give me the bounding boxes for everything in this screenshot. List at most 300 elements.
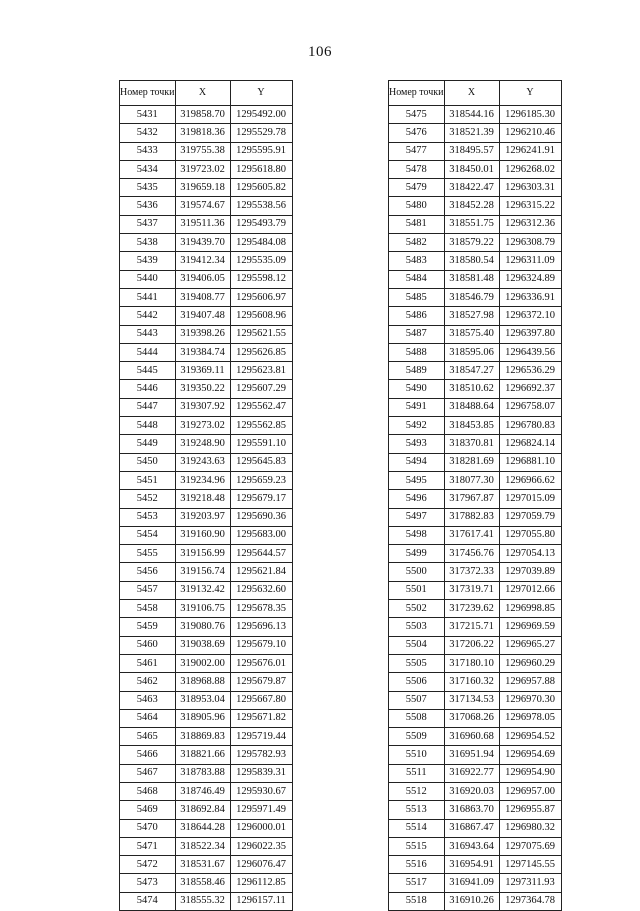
cell-point-number: 5431 — [120, 106, 176, 124]
cell-y: 1296315.22 — [499, 197, 561, 215]
cell-point-number: 5472 — [120, 856, 176, 874]
table-row — [120, 270, 293, 288]
cell-point-number: 5518 — [389, 892, 445, 910]
cell-point-number: 5510 — [389, 746, 445, 764]
cell-x: 318580.54 — [444, 252, 499, 270]
cell-y: 1295683.00 — [230, 526, 292, 544]
cell-y: 1295719.44 — [230, 728, 292, 746]
cell-x: 318450.01 — [444, 160, 499, 178]
cell-y: 1296536.29 — [499, 362, 561, 380]
cell-point-number: 5456 — [120, 563, 176, 581]
cell-y: 1296954.52 — [499, 728, 561, 746]
table-row — [389, 307, 562, 325]
table-body-left — [120, 106, 293, 911]
table-row — [120, 856, 293, 874]
cell-y: 1295679.17 — [230, 490, 292, 508]
cell-x: 319384.74 — [175, 343, 230, 361]
cell-y: 1296439.56 — [499, 343, 561, 361]
cell-point-number: 5500 — [389, 563, 445, 581]
cell-point-number: 5502 — [389, 600, 445, 618]
cell-x: 318595.06 — [444, 343, 499, 361]
cell-x: 317134.53 — [444, 691, 499, 709]
table-row — [120, 471, 293, 489]
cell-x: 318510.62 — [444, 380, 499, 398]
table-row — [389, 398, 562, 416]
cell-point-number: 5435 — [120, 179, 176, 197]
cell-x: 319038.69 — [175, 636, 230, 654]
table-row — [389, 380, 562, 398]
table-row — [389, 252, 562, 270]
cell-y: 1295690.36 — [230, 508, 292, 526]
table-row — [120, 362, 293, 380]
cell-x: 318370.81 — [444, 435, 499, 453]
cell-point-number: 5440 — [120, 270, 176, 288]
cell-x: 319408.77 — [175, 288, 230, 306]
cell-point-number: 5458 — [120, 600, 176, 618]
table-row — [389, 746, 562, 764]
cell-x: 318521.39 — [444, 124, 499, 142]
table-row — [120, 764, 293, 782]
table-row — [389, 362, 562, 380]
cell-point-number: 5449 — [120, 435, 176, 453]
table-row — [120, 288, 293, 306]
cell-x: 319369.11 — [175, 362, 230, 380]
table-row — [389, 856, 562, 874]
cell-y: 1296692.37 — [499, 380, 561, 398]
table-row — [389, 654, 562, 672]
cell-x: 319248.90 — [175, 435, 230, 453]
cell-point-number: 5515 — [389, 837, 445, 855]
cell-y: 1296185.30 — [499, 106, 561, 124]
cell-point-number: 5490 — [389, 380, 445, 398]
cell-x: 319412.34 — [175, 252, 230, 270]
table-row — [389, 837, 562, 855]
table-row — [389, 709, 562, 727]
cell-x: 319858.70 — [175, 106, 230, 124]
cell-point-number: 5442 — [120, 307, 176, 325]
cell-point-number: 5437 — [120, 215, 176, 233]
cell-point-number: 5492 — [389, 417, 445, 435]
cell-y: 1295679.87 — [230, 673, 292, 691]
cell-y: 1295562.47 — [230, 398, 292, 416]
cell-y: 1297012.66 — [499, 581, 561, 599]
cell-y: 1296957.88 — [499, 673, 561, 691]
cell-point-number: 5476 — [389, 124, 445, 142]
cell-y: 1297364.78 — [499, 892, 561, 910]
cell-y: 1296824.14 — [499, 435, 561, 453]
table-row — [389, 581, 562, 599]
cell-point-number: 5475 — [389, 106, 445, 124]
cell-point-number: 5438 — [120, 234, 176, 252]
table-row — [120, 142, 293, 160]
cell-y: 1296978.05 — [499, 709, 561, 727]
cell-point-number: 5514 — [389, 819, 445, 837]
cell-point-number: 5452 — [120, 490, 176, 508]
cell-x: 318547.27 — [444, 362, 499, 380]
cell-point-number: 5459 — [120, 618, 176, 636]
cell-y: 1296000.01 — [230, 819, 292, 837]
cell-x: 318644.28 — [175, 819, 230, 837]
cell-y: 1296372.10 — [499, 307, 561, 325]
table-row — [120, 234, 293, 252]
cell-point-number: 5482 — [389, 234, 445, 252]
cell-y: 1296966.62 — [499, 471, 561, 489]
cell-point-number: 5439 — [120, 252, 176, 270]
cell-point-number: 5477 — [389, 142, 445, 160]
table-row — [120, 343, 293, 361]
table-row — [120, 215, 293, 233]
cell-x: 316951.94 — [444, 746, 499, 764]
cell-y: 1296268.02 — [499, 160, 561, 178]
table-row — [389, 215, 562, 233]
table-row — [389, 453, 562, 471]
cell-point-number: 5485 — [389, 288, 445, 306]
cell-point-number: 5447 — [120, 398, 176, 416]
table-header-row — [120, 81, 293, 106]
cell-y: 1296969.59 — [499, 618, 561, 636]
cell-point-number: 5446 — [120, 380, 176, 398]
cell-y: 1295591.10 — [230, 435, 292, 453]
cell-point-number: 5463 — [120, 691, 176, 709]
cell-x: 318488.64 — [444, 398, 499, 416]
table-row — [389, 106, 562, 124]
cell-point-number: 5491 — [389, 398, 445, 416]
cell-y: 1295595.91 — [230, 142, 292, 160]
cell-point-number: 5460 — [120, 636, 176, 654]
cell-x: 318558.46 — [175, 874, 230, 892]
cell-point-number: 5513 — [389, 801, 445, 819]
cell-y: 1295930.67 — [230, 782, 292, 800]
cell-y: 1295667.80 — [230, 691, 292, 709]
cell-x: 318544.16 — [444, 106, 499, 124]
cell-point-number: 5454 — [120, 526, 176, 544]
cell-x: 317967.87 — [444, 490, 499, 508]
cell-y: 1295626.85 — [230, 343, 292, 361]
cell-x: 319398.26 — [175, 325, 230, 343]
cell-point-number: 5516 — [389, 856, 445, 874]
table-row — [389, 124, 562, 142]
cell-y: 1296112.85 — [230, 874, 292, 892]
cell-y: 1295671.82 — [230, 709, 292, 727]
cell-x: 319574.67 — [175, 197, 230, 215]
cell-x: 317882.83 — [444, 508, 499, 526]
table-row — [120, 709, 293, 727]
cell-point-number: 5496 — [389, 490, 445, 508]
table-row — [120, 892, 293, 910]
cell-y: 1297039.89 — [499, 563, 561, 581]
cell-y: 1295605.82 — [230, 179, 292, 197]
cell-x: 316960.68 — [444, 728, 499, 746]
cell-x: 319132.42 — [175, 581, 230, 599]
cell-point-number: 5493 — [389, 435, 445, 453]
cell-x: 319406.05 — [175, 270, 230, 288]
cell-x: 318555.32 — [175, 892, 230, 910]
cell-point-number: 5444 — [120, 343, 176, 361]
cell-y: 1297075.69 — [499, 837, 561, 855]
cell-point-number: 5469 — [120, 801, 176, 819]
table-row — [120, 398, 293, 416]
table-row — [389, 782, 562, 800]
cell-y: 1295632.60 — [230, 581, 292, 599]
header-x: X — [444, 81, 499, 106]
cell-x: 318522.34 — [175, 837, 230, 855]
cell-x: 318453.85 — [444, 417, 499, 435]
cell-point-number: 5498 — [389, 526, 445, 544]
cell-x: 318953.04 — [175, 691, 230, 709]
cell-point-number: 5508 — [389, 709, 445, 727]
table-row — [389, 197, 562, 215]
table-row — [120, 453, 293, 471]
cell-y: 1295782.93 — [230, 746, 292, 764]
cell-x: 318581.48 — [444, 270, 499, 288]
cell-point-number: 5464 — [120, 709, 176, 727]
cell-y: 1296210.46 — [499, 124, 561, 142]
cell-x: 318968.88 — [175, 673, 230, 691]
cell-x: 319002.00 — [175, 654, 230, 672]
cell-point-number: 5512 — [389, 782, 445, 800]
cell-point-number: 5457 — [120, 581, 176, 599]
cell-y: 1295492.00 — [230, 106, 292, 124]
cell-x: 318546.79 — [444, 288, 499, 306]
header-y: Y — [230, 81, 292, 106]
cell-point-number: 5471 — [120, 837, 176, 855]
table-row — [120, 874, 293, 892]
cell-y: 1295538.56 — [230, 197, 292, 215]
cell-y: 1296980.32 — [499, 819, 561, 837]
cell-x: 319755.38 — [175, 142, 230, 160]
cell-x: 318531.67 — [175, 856, 230, 874]
cell-y: 1295621.84 — [230, 563, 292, 581]
cell-point-number: 5511 — [389, 764, 445, 782]
cell-x: 317180.10 — [444, 654, 499, 672]
cell-point-number: 5517 — [389, 874, 445, 892]
table-row — [389, 160, 562, 178]
cell-point-number: 5448 — [120, 417, 176, 435]
table-row — [389, 471, 562, 489]
table-row — [389, 508, 562, 526]
cell-y: 1297145.55 — [499, 856, 561, 874]
cell-point-number: 5450 — [120, 453, 176, 471]
table-row — [389, 526, 562, 544]
cell-x: 319723.02 — [175, 160, 230, 178]
cell-y: 1295562.85 — [230, 417, 292, 435]
cell-point-number: 5488 — [389, 343, 445, 361]
cell-y: 1295623.81 — [230, 362, 292, 380]
cell-point-number: 5506 — [389, 673, 445, 691]
cell-y: 1295696.13 — [230, 618, 292, 636]
cell-y: 1295659.23 — [230, 471, 292, 489]
table-row — [389, 417, 562, 435]
table-row — [389, 874, 562, 892]
table-row — [120, 325, 293, 343]
table-row — [120, 417, 293, 435]
cell-x: 319439.70 — [175, 234, 230, 252]
cell-point-number: 5497 — [389, 508, 445, 526]
table-row — [120, 728, 293, 746]
cell-x: 318746.49 — [175, 782, 230, 800]
table-row — [120, 600, 293, 618]
cell-x: 318575.40 — [444, 325, 499, 343]
cell-point-number: 5478 — [389, 160, 445, 178]
table-row — [389, 691, 562, 709]
cell-point-number: 5487 — [389, 325, 445, 343]
cell-y: 1296881.10 — [499, 453, 561, 471]
cell-y: 1296960.29 — [499, 654, 561, 672]
cell-point-number: 5451 — [120, 471, 176, 489]
cell-point-number: 5434 — [120, 160, 176, 178]
cell-x: 319659.18 — [175, 179, 230, 197]
cell-y: 1297054.13 — [499, 545, 561, 563]
cell-y: 1296303.31 — [499, 179, 561, 197]
table-row — [120, 801, 293, 819]
table-row — [389, 618, 562, 636]
cell-y: 1295493.79 — [230, 215, 292, 233]
table-row — [389, 764, 562, 782]
cell-y: 1296970.30 — [499, 691, 561, 709]
cell-y: 1296954.69 — [499, 746, 561, 764]
cell-point-number: 5462 — [120, 673, 176, 691]
table-row — [389, 179, 562, 197]
table-row — [120, 179, 293, 197]
cell-y: 1295644.57 — [230, 545, 292, 563]
cell-point-number: 5509 — [389, 728, 445, 746]
cell-point-number: 5479 — [389, 179, 445, 197]
cell-y: 1295535.09 — [230, 252, 292, 270]
table-row — [389, 728, 562, 746]
table-row — [120, 490, 293, 508]
cell-y: 1296076.47 — [230, 856, 292, 874]
table-row — [389, 636, 562, 654]
cell-y: 1295618.80 — [230, 160, 292, 178]
cell-x: 318579.22 — [444, 234, 499, 252]
header-x: X — [175, 81, 230, 106]
table-row — [120, 746, 293, 764]
table-row — [120, 782, 293, 800]
cell-point-number: 5468 — [120, 782, 176, 800]
table-row — [120, 435, 293, 453]
cell-y: 1296998.85 — [499, 600, 561, 618]
cell-x: 319156.99 — [175, 545, 230, 563]
table-row — [120, 581, 293, 599]
table-row — [120, 508, 293, 526]
table-row — [389, 270, 562, 288]
cell-point-number: 5481 — [389, 215, 445, 233]
cell-y: 1297059.79 — [499, 508, 561, 526]
table-header-row — [389, 81, 562, 106]
cell-y: 1296324.89 — [499, 270, 561, 288]
cell-y: 1296965.27 — [499, 636, 561, 654]
cell-x: 316867.47 — [444, 819, 499, 837]
cell-y: 1296241.91 — [499, 142, 561, 160]
cell-y: 1295676.01 — [230, 654, 292, 672]
cell-y: 1296311.09 — [499, 252, 561, 270]
cell-point-number: 5466 — [120, 746, 176, 764]
cell-x: 319203.97 — [175, 508, 230, 526]
cell-point-number: 5465 — [120, 728, 176, 746]
cell-x: 319106.75 — [175, 600, 230, 618]
cell-point-number: 5474 — [120, 892, 176, 910]
cell-x: 318452.28 — [444, 197, 499, 215]
table-body-right — [389, 106, 562, 911]
table-row — [389, 801, 562, 819]
cell-point-number: 5489 — [389, 362, 445, 380]
cell-y: 1295971.49 — [230, 801, 292, 819]
cell-x: 316941.09 — [444, 874, 499, 892]
cell-x: 319243.63 — [175, 453, 230, 471]
cell-y: 1297015.09 — [499, 490, 561, 508]
cell-x: 316922.77 — [444, 764, 499, 782]
cell-y: 1297311.93 — [499, 874, 561, 892]
cell-y: 1296780.83 — [499, 417, 561, 435]
cell-point-number: 5455 — [120, 545, 176, 563]
header-point-number: Номер точки — [389, 81, 445, 106]
table-row — [389, 490, 562, 508]
cell-x: 316863.70 — [444, 801, 499, 819]
cell-y: 1295607.29 — [230, 380, 292, 398]
table-row — [120, 526, 293, 544]
cell-x: 317215.71 — [444, 618, 499, 636]
table-row — [389, 142, 562, 160]
cell-y: 1295608.96 — [230, 307, 292, 325]
cell-x: 318281.69 — [444, 453, 499, 471]
cell-y: 1296157.11 — [230, 892, 292, 910]
cell-point-number: 5507 — [389, 691, 445, 709]
table-row — [389, 563, 562, 581]
cell-y: 1295645.83 — [230, 453, 292, 471]
table-row — [120, 307, 293, 325]
cell-x: 316954.91 — [444, 856, 499, 874]
cell-y: 1296957.00 — [499, 782, 561, 800]
cell-y: 1296954.90 — [499, 764, 561, 782]
cell-y: 1295598.12 — [230, 270, 292, 288]
cell-x: 318869.83 — [175, 728, 230, 746]
table-row — [389, 234, 562, 252]
cell-point-number: 5483 — [389, 252, 445, 270]
coordinates-table-right — [388, 80, 562, 911]
table-row — [120, 252, 293, 270]
cell-x: 318821.66 — [175, 746, 230, 764]
cell-x: 319407.48 — [175, 307, 230, 325]
table-row — [120, 673, 293, 691]
table-row — [120, 636, 293, 654]
cell-x: 316920.03 — [444, 782, 499, 800]
cell-y: 1295606.97 — [230, 288, 292, 306]
table-row — [120, 563, 293, 581]
cell-x: 319160.90 — [175, 526, 230, 544]
cell-y: 1297055.80 — [499, 526, 561, 544]
header-y: Y — [499, 81, 561, 106]
cell-y: 1295484.08 — [230, 234, 292, 252]
cell-x: 316943.64 — [444, 837, 499, 855]
cell-x: 317617.41 — [444, 526, 499, 544]
cell-point-number: 5495 — [389, 471, 445, 489]
cell-y: 1295621.55 — [230, 325, 292, 343]
cell-point-number: 5504 — [389, 636, 445, 654]
table-row — [120, 819, 293, 837]
cell-x: 318527.98 — [444, 307, 499, 325]
cell-x: 317206.22 — [444, 636, 499, 654]
table-row — [120, 160, 293, 178]
cell-point-number: 5453 — [120, 508, 176, 526]
cell-x: 319218.48 — [175, 490, 230, 508]
cell-x: 319156.74 — [175, 563, 230, 581]
table-row — [120, 654, 293, 672]
table-row — [120, 106, 293, 124]
cell-point-number: 5473 — [120, 874, 176, 892]
cell-x: 317456.76 — [444, 545, 499, 563]
cell-point-number: 5486 — [389, 307, 445, 325]
table-row — [389, 819, 562, 837]
